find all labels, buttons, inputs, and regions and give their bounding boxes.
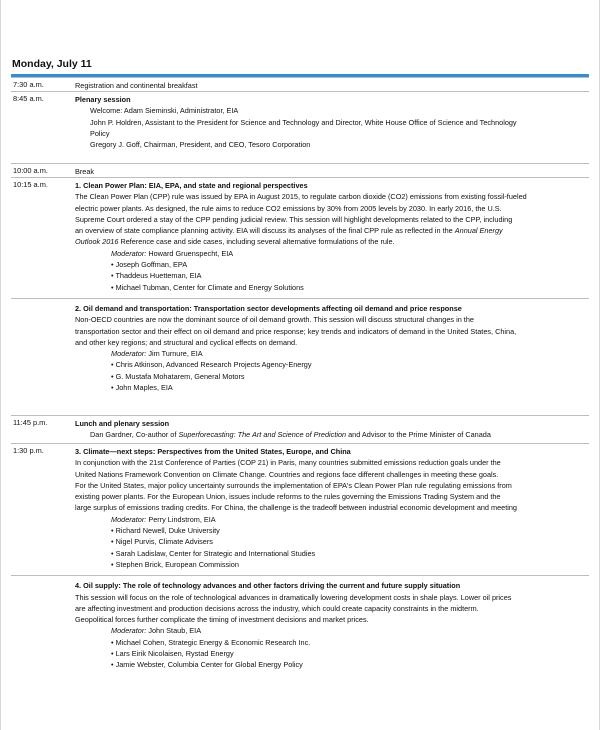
panelist: • Nigel Purvis, Climate Advisers: [111, 537, 213, 547]
panelist: • John Maples, EIA: [111, 383, 173, 393]
moderator-name: Perry Lindstrom, EIA: [148, 514, 216, 524]
speaker-line: Gregory J. Goff, Chairman, President, and CEO, Tesoro Corporation: [90, 140, 311, 150]
text-line: are affecting investment and production decisions across the industry, which could create capacity constraints in the midterm.: [75, 603, 479, 613]
text-line: and other key regions; and structural and cyclical effects on demand.: [75, 337, 298, 347]
time: 10:15 a.m.: [13, 180, 48, 189]
time: 10:00 a.m.: [13, 166, 48, 175]
text-span: an overview of state compliance planning activity. EIA will discuss its analyses of the final CPP rule as reflected in the: [75, 226, 453, 236]
agenda-row: [11, 77, 589, 91]
text-line: This session will focus on the role of technological advances in dramatically lowering development costs in shale plays. Lower oil prices: [75, 592, 512, 602]
panelist: • Richard Newell, Duke University: [111, 526, 220, 536]
session-divider: [75, 570, 583, 580]
time: 11:45 p.m.: [13, 418, 48, 427]
text-line: The Clean Power Plan (CPP) rule was issued by EPA in August 2015, to regulate carbon dioxide (CO2) emissions from existing fossil-fueled: [75, 192, 527, 202]
text-line: large surplus of emissions trading credits. For China, the challenge is the tradeoff between industrial economic development and meeting: [75, 503, 517, 513]
agenda-row: [11, 163, 589, 177]
panelist: • Michael Tubman, Center for Climate and Energy Solutions: [111, 282, 304, 292]
speaker-line: Welcome: Adam Sieminski, Administrator, EIA: [90, 106, 239, 116]
moderator-label: Moderator:: [111, 349, 147, 359]
time: 1:30 p.m.: [13, 446, 44, 455]
text-line: In conjunction with the 21st Conference of Parties (COP 21) in Paris, many countries submitted emissions reduction goals under the: [75, 458, 501, 468]
moderator-name: John Staub, EIA: [148, 626, 202, 636]
session-title: Lunch and plenary session: [75, 419, 170, 428]
moderator-line: [75, 248, 583, 259]
session-title: 1. Clean Power Plan: EIA, EPA, and state and regional perspectives: [75, 181, 308, 190]
publication-title: Annual Energy: [454, 226, 503, 236]
publication-title: Outlook 2016: [75, 237, 119, 247]
moderator-line: [75, 514, 583, 525]
text-line: transportation sector and their effect on oil demand and price response; key trends and indicators of demand in the United States, China,: [75, 326, 517, 336]
panelist: • Thaddeus Huetteman, EIA: [111, 271, 202, 281]
moderator-name: Howard Gruenspecht, EIA: [148, 248, 234, 258]
text-line: For the United States, major policy uncertainty surrounds the implementation of EPA's Clean Power Plan rule regulating emissions from: [75, 480, 512, 490]
session-divider: [75, 293, 583, 303]
panelist: • Michael Cohen, Strategic Energy & Economic Research Inc.: [111, 637, 311, 647]
text-line: [75, 225, 583, 236]
agenda-row: [11, 443, 589, 726]
panelist: • G. Mustafa Mohatarem, General Motors: [111, 371, 245, 381]
session-title: Break: [75, 167, 95, 176]
session-title: 3. Climate—next steps: Perspectives from the United States, Europe, and China: [75, 447, 351, 456]
session-title: 2. Oil demand and transportation: Transportation sector developments affecting oil demand and price response: [75, 303, 462, 313]
panelist: • Chris Atkinson, Advanced Research Projects Agency-Energy: [111, 360, 312, 370]
panelist: • Joseph Goffman, EPA: [111, 260, 188, 270]
day-heading: Monday, July 11: [12, 58, 92, 70]
text-span: Reference case and side cases, including several alternative formulations of the rule.: [120, 237, 395, 247]
text-span: and Advisor to the Prime Minister of Canada: [348, 430, 491, 440]
moderator-name: Jim Turnure, EIA: [148, 349, 203, 359]
moderator-line: [75, 625, 583, 636]
speaker-line: John P. Holdren, Assistant to the President for Science and Technology and Director, White House Office of Science and Technology: [90, 117, 517, 127]
session-title: Registration and continental breakfast: [75, 81, 198, 90]
panelist: • Jamie Webster, Columbia Center for Global Energy Policy: [111, 660, 303, 670]
speaker-line: [75, 429, 583, 440]
moderator-label: Moderator:: [111, 248, 147, 258]
text-line: [75, 236, 583, 247]
text-line: Geopolitical forces further complicate the timing of investment decisions and market prices.: [75, 615, 369, 625]
panelist: • Lars Eirik Nicolaisen, Rystad Energy: [111, 649, 234, 659]
text-line: United Nations Framework Convention on Climate Change. Countries and regions face different challenges in meeting these goals.: [75, 469, 499, 479]
moderator-line: [75, 348, 583, 359]
text-line: Non-OECD countries are now the dominant source of oil demand growth. This session will discuss structural changes in the: [75, 315, 474, 325]
time: 8:45 a.m.: [13, 94, 44, 103]
time: 7:30 a.m.: [13, 80, 44, 89]
session-title: 4. Oil supply: The role of technology advances and other factors driving the current and future supply situation: [75, 581, 461, 591]
panelist: • Sarah Ladislaw, Center for Strategic and International Studies: [111, 548, 316, 558]
book-title: Superforecasting: The Art and Science of Prediction: [178, 430, 347, 440]
text-line: Supreme Court ordered a stay of the CPP pending judicial review. This session will highlight developments related to the CPP, including: [75, 214, 513, 224]
text-line: existing power plants. For the European Union, issues include reforms to the rules governing the Emissions Trading System and the: [75, 492, 501, 502]
moderator-label: Moderator:: [111, 626, 147, 636]
text-line: electric power plants. As designed, the rule aims to reduce CO2 emissions by 30% from 2005 levels by 2030. In early 2016, the U.S.: [75, 203, 502, 213]
moderator-label: Moderator:: [111, 514, 147, 524]
text-span: Dan Gardner, Co-author of: [90, 430, 177, 440]
panelist: • Stephen Brick, European Commission: [111, 559, 239, 569]
speaker-line: Policy: [90, 128, 110, 138]
description: [75, 191, 583, 247]
session-title: Plenary session: [75, 95, 131, 104]
agenda-row: [11, 415, 589, 442]
agenda-row: [11, 91, 589, 160]
agenda-row: [11, 177, 589, 413]
